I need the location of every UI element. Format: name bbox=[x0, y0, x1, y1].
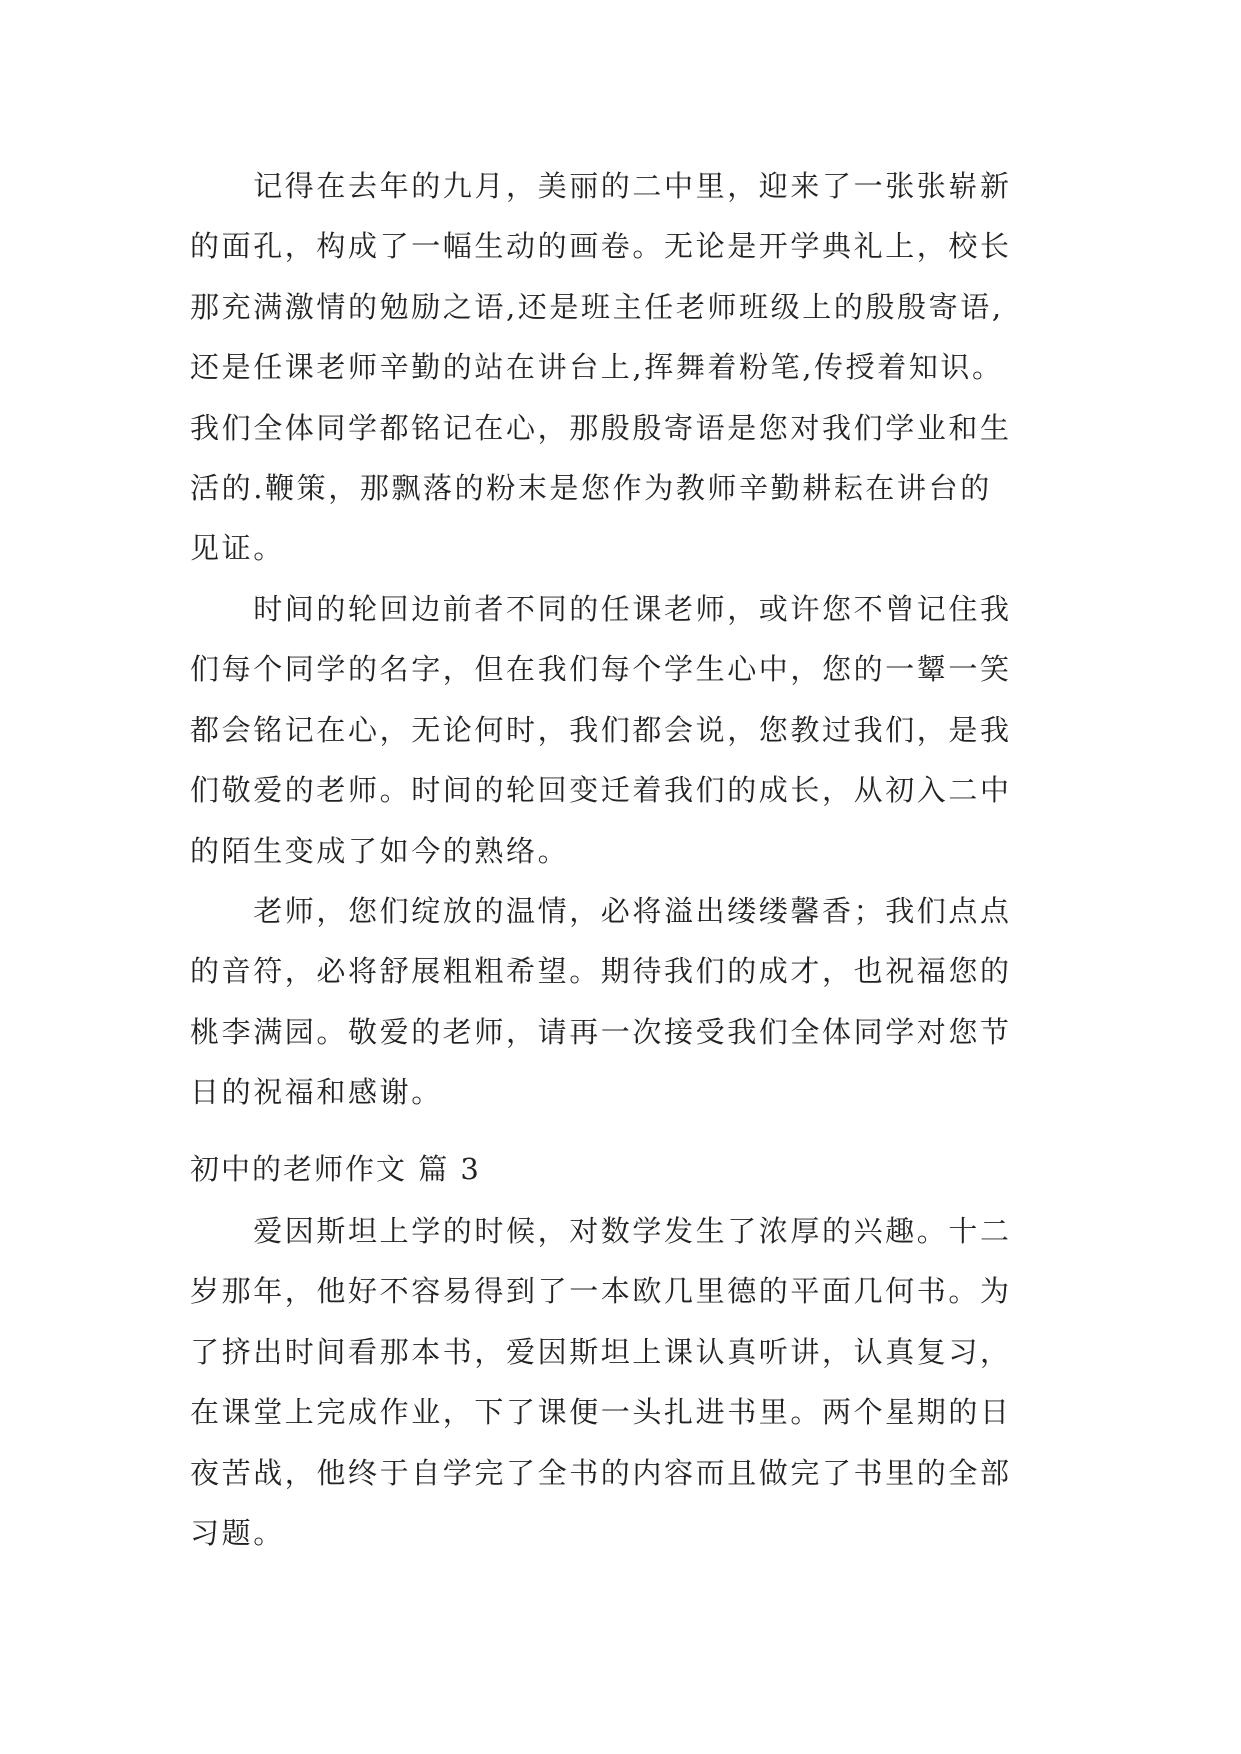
text-line: 还是任课老师辛勤的站在讲台上,挥舞着粉笔,传授着知识。 bbox=[190, 350, 1004, 385]
text-line: 的面孔，构成了一幅生动的画卷。无论是开学典礼上，校长 bbox=[190, 229, 1012, 264]
text-line: 日的祝福和感谢。 bbox=[190, 1075, 443, 1110]
text-line: 见证。 bbox=[190, 531, 285, 566]
text-line: 们每个同学的名字，但在我们每个学生心中，您的一颦一笑 bbox=[190, 652, 1012, 687]
text-line: 的陌生变成了如今的熟络。 bbox=[190, 833, 570, 868]
text-line: 夜苦战，他终于自学完了全书的内容而且做完了书里的全部 bbox=[190, 1455, 1012, 1490]
text-line: 我们全体同学都铭记在心，那殷殷寄语是您对我们学业和生 bbox=[190, 410, 1012, 445]
text-line: 桃李满园。敬爱的老师，请再一次接受我们全体同学对您节 bbox=[190, 1014, 1012, 1049]
text-line: 时间的轮回边前者不同的任课老师，或许您不曾记住我 bbox=[190, 592, 1012, 626]
text-line: 的音符，必将舒展粗粗希望。期待我们的成才，也祝福您的 bbox=[190, 954, 1012, 989]
text-line: 活的.鞭策，那飘落的粉末是您作为教师辛勤耕耘在讲台的 bbox=[190, 470, 992, 505]
text-line: 习题。 bbox=[190, 1515, 285, 1550]
text-line: 老师，您们绽放的温情，必将溢出缕缕馨香；我们点点 bbox=[190, 894, 1012, 928]
text-line: 们敬爱的老师。时间的轮回变迁着我们的成长，从初入二中 bbox=[190, 773, 1012, 808]
paragraph-time-passing bbox=[190, 579, 1090, 881]
text-line: 在课堂上完成作业，下了课便一头扎进书里。两个星期的日 bbox=[190, 1395, 1012, 1430]
text-line: 记得在去年的九月，美丽的二中里，迎来了一张张崭新 bbox=[190, 169, 1012, 203]
text-line: 爱因斯坦上学的时候，对数学发生了浓厚的兴趣。十二 bbox=[190, 1214, 1012, 1248]
text-line: 岁那年，他好不容易得到了一本欧几里德的平面几何书。为 bbox=[190, 1274, 1012, 1309]
paragraph-blessing bbox=[190, 881, 1090, 1123]
section-heading: 初中的老师作文 篇 3 bbox=[190, 1152, 481, 1186]
paragraph-einstein bbox=[190, 1201, 1090, 1563]
text-line: 了挤出时间看那本书，爱因斯坦上课认真听讲，认真复习， bbox=[190, 1334, 1012, 1369]
text-line: 那充满激情的勉励之语,还是班主任老师班级上的殷殷寄语, bbox=[190, 289, 1004, 324]
paragraph-first-day-memories bbox=[190, 156, 1090, 579]
text-line: 都会铭记在心，无论何时，我们都会说，您教过我们，是我 bbox=[190, 712, 1012, 747]
